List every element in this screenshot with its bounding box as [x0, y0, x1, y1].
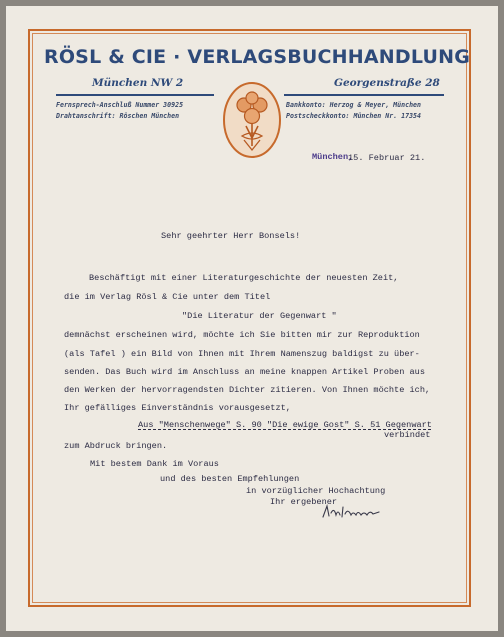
handwritten-signature: [321, 503, 383, 521]
rose-emblem-icon: [220, 80, 284, 160]
date: 15. Februar 21.: [348, 153, 426, 163]
body-line-1: Beschäftigt mit einer Literaturgeschichte der neuesten Zeit,: [89, 273, 399, 283]
closing-regards: und des besten Empfehlungen: [160, 474, 300, 484]
closing-thanks: Mit bestem Dank im Voraus: [90, 459, 219, 469]
header-rule-left: [56, 94, 214, 96]
closing-yours: Ihr ergebener: [270, 497, 338, 507]
body-line-4: (als Tafel ) ein Bild von Ihnen mit Ihrem Namenszug baldigst zu über-: [64, 349, 420, 359]
company-name: RÖSL & CIE · VERLAGSBUCHHANDLUNG: [44, 46, 471, 68]
body-line-3: demnächst erscheinen wird, möchte ich Sie bitten mir zur Reproduktion: [64, 330, 420, 340]
header-rule-right: [284, 94, 444, 96]
quoted-works-end: verbindet: [384, 430, 431, 440]
salutation: Sehr geehrter Herr Bonsels!: [161, 231, 301, 241]
bank-account: Bankkonto: Herzog & Meyer, München: [286, 101, 421, 109]
body-line-7: Ihr gefälliges Einverständnis vorausgesetzt,: [64, 403, 291, 413]
street-address: Georgenstraße 28: [334, 77, 440, 89]
phone-number: Fernsprech-Anschluß Nummer 30925: [56, 101, 184, 109]
book-title: "Die Literatur der Gegenwart ": [182, 311, 337, 321]
body-line-2: die im Verlag Rösl & Cie unter dem Titel: [64, 292, 271, 302]
body-line-8: zum Abdruck bringen.: [64, 441, 168, 451]
telegram-address: Drahtanschrift: Röschen München: [56, 112, 180, 120]
place: München,: [312, 152, 354, 162]
body-line-6: den Werken der hervorragendsten Dichter zitieren. Von Ihnen möchte ich,: [64, 385, 431, 395]
postal-check-account: Postscheckkonto: München Nr. 17354: [286, 112, 421, 120]
body-line-5: senden. Das Buch wird im Anschluss an meine knappen Artikel Proben aus: [64, 367, 425, 377]
quoted-works: Aus "Menschenwege" S. 90 "Die ewige Gost" S. 51 Gegenwart: [138, 420, 432, 430]
city-line: München NW 2: [92, 77, 184, 89]
closing-respect: in vorzüglicher Hochachtung: [246, 486, 386, 496]
